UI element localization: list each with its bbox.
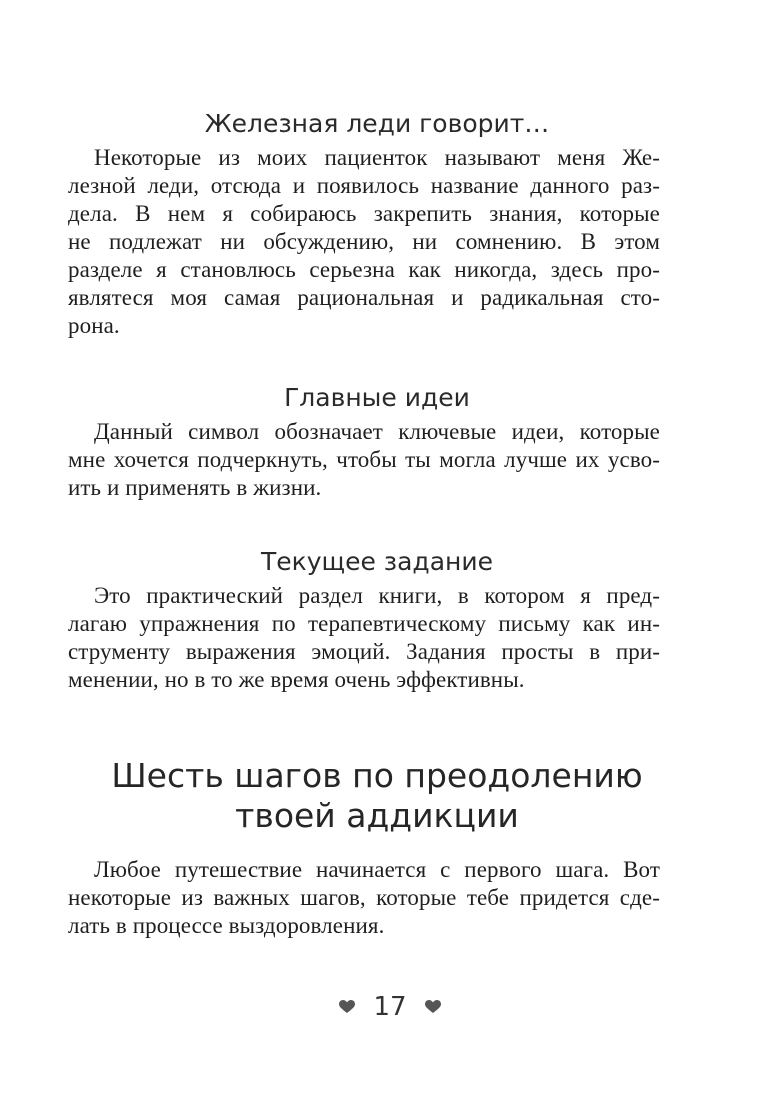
text-line: являтеся моя самая рациональная и радикальная сто- xyxy=(68,285,660,310)
heart-icon xyxy=(425,1000,441,1014)
text-line: дела. В нем я собираюсь закрепить знания, которые xyxy=(68,201,660,226)
section-heading: Текущее задание xyxy=(261,547,493,576)
text-line: лать в процессе выздоровления. xyxy=(68,913,385,938)
section-heading: Железная леди говорит… xyxy=(204,109,550,138)
section-paragraph xyxy=(68,582,660,694)
section-paragraph xyxy=(68,144,660,340)
text-line: рона. xyxy=(68,313,120,338)
text-line: не подлежат ни обсуждению, ни сомнению. В этом xyxy=(68,229,660,254)
chapter-heading-line: Шесть шагов по преодолению xyxy=(111,756,643,795)
chapter-heading-line: твоей аддикции xyxy=(235,796,519,835)
text-line: Любое путешествие начинается с первого шага. Вот xyxy=(94,857,660,882)
section-paragraph xyxy=(68,418,660,502)
text-line: лезной леди, отсюда и появилось название данного раз- xyxy=(68,173,660,198)
section-main-ideas xyxy=(68,382,660,502)
section-heading: Главные идеи xyxy=(284,383,470,412)
text-line: разделе я становлюсь серьезна как никогда, здесь про- xyxy=(68,257,660,282)
heart-icon xyxy=(339,1000,355,1014)
page-number: 17 xyxy=(373,992,407,1022)
text-line: ить и применять в жизни. xyxy=(68,475,322,500)
text-line: струменту выражения эмоций. Задания просты в при- xyxy=(68,639,660,664)
section-iron-lady xyxy=(68,108,660,340)
text-line: менении, но в то же время очень эффективны. xyxy=(68,667,525,692)
chapter-heading xyxy=(94,756,660,836)
text-line: Некоторые из моих пациенток называют меня Же- xyxy=(94,145,660,170)
text-line: некоторые из важных шагов, которые тебе придется сде- xyxy=(68,885,660,910)
chapter-six-steps xyxy=(68,756,660,940)
text-line: Это практический раздел книги, в котором я пред- xyxy=(94,583,660,608)
text-line: лагаю упражнения по терапевтическому письму как ин- xyxy=(68,611,660,636)
section-current-task xyxy=(68,546,660,694)
text-line: мне хочется подчеркнуть, чтобы ты могла лучше их усво- xyxy=(68,447,660,472)
text-line: Данный символ обозначает ключевые идеи, которые xyxy=(94,419,660,444)
chapter-paragraph xyxy=(68,856,660,940)
page-footer xyxy=(0,990,780,1024)
